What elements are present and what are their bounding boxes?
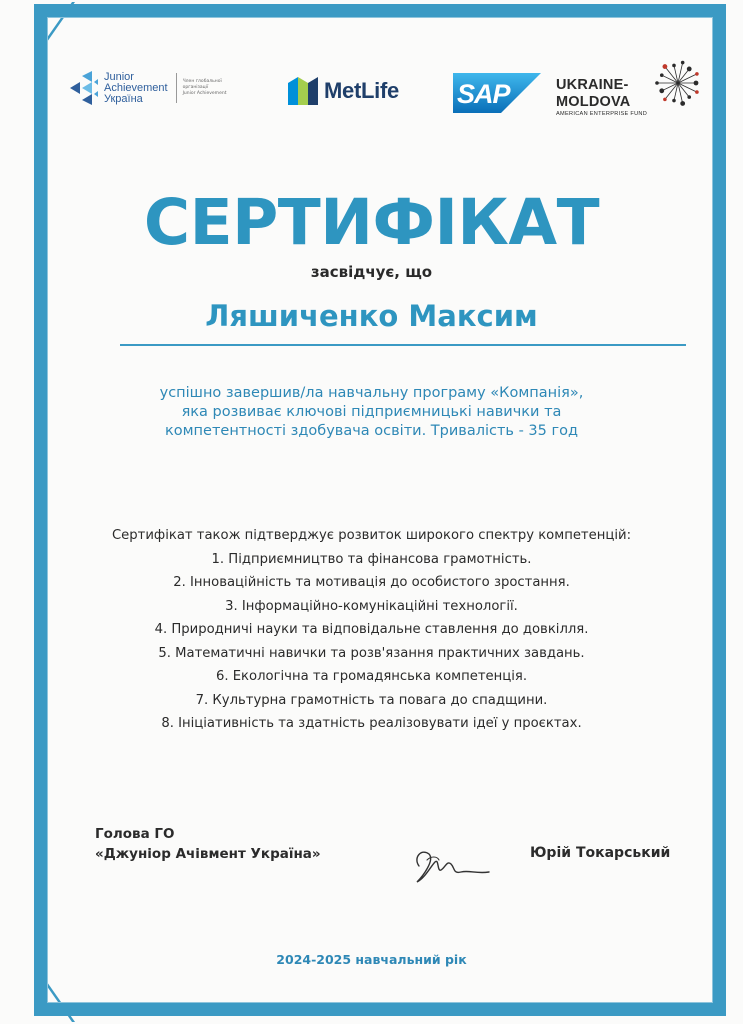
competence-item: 5. Математичні навички та розв'язання практичних завдань. [158, 645, 585, 661]
ukraine-moldova-logo [556, 59, 708, 121]
academic-year: 2024-2025 навчальний рік [276, 952, 467, 967]
recipient-name: Ляшиченко Максим [205, 299, 538, 333]
competence-item: 1. Підприємництво та фінансова грамотність. [211, 551, 532, 567]
certificate-subtitle: засвідчує, що [310, 263, 433, 281]
sap-wordmark: SAP [457, 79, 510, 109]
junior-achievement-mark-icon [68, 71, 98, 105]
logo-divider [176, 73, 177, 103]
certificate-title: СЕРТИФІКАТ [143, 186, 600, 259]
metlife-logo [288, 77, 399, 105]
description-line: успішно завершив/ла навчальну програму «Компанія», [159, 385, 584, 401]
competence-item: 4. Природничі науки та відповідальне ставлення до довкілля. [154, 622, 589, 637]
competences-intro: Сертифікат також підтверджує розвиток широкого спектру компетенцій: [111, 528, 632, 543]
metlife-mark-icon [288, 77, 318, 105]
competence-item: 3. Інформаційно-комунікаційні технології. [225, 598, 518, 614]
competence-item: 6. Екологічна та громадянська компетенція. [215, 669, 528, 684]
ukraine-moldova-line1: UKRAINE- [556, 77, 629, 93]
description-line: компетентності здобувача освіти. Тривалість - 35 год [164, 423, 578, 439]
competence-item: 8. Ініціативність та здатність реалізовувати ідеї у проєктах. [161, 716, 582, 731]
competences-list [0, 524, 743, 736]
competence-item: 2. Інноваційність та мотивація до особистого зростання. [173, 575, 570, 590]
description-line: яка розвиває ключові підприємницькі навички та [181, 404, 562, 420]
junior-achievement-logo [68, 71, 247, 105]
sap-logo [453, 73, 541, 113]
signer-role: Голова ГО «Джуніор Ачівмент Україна» [95, 826, 321, 862]
dandelion-burst-icon [654, 59, 702, 107]
recipient-name-underline [120, 344, 686, 346]
handwritten-signature [405, 836, 495, 890]
junior-achievement-wordmark: Junior Achievement Україна [104, 70, 168, 105]
junior-achievement-tagline: Член глобальної організації Junior Achievement [182, 79, 227, 96]
program-description [0, 384, 743, 441]
metlife-wordmark: MetLife [324, 78, 399, 103]
ukraine-moldova-line2: MOLDOVA [556, 94, 631, 110]
signer-name: Юрій Токарський [530, 845, 671, 861]
ukraine-moldova-line3: AMERICAN ENTERPRISE FUND [556, 111, 648, 117]
competence-item: 7. Культурна грамотність та повага до спадщини. [195, 692, 548, 708]
partner-logos [68, 55, 708, 125]
